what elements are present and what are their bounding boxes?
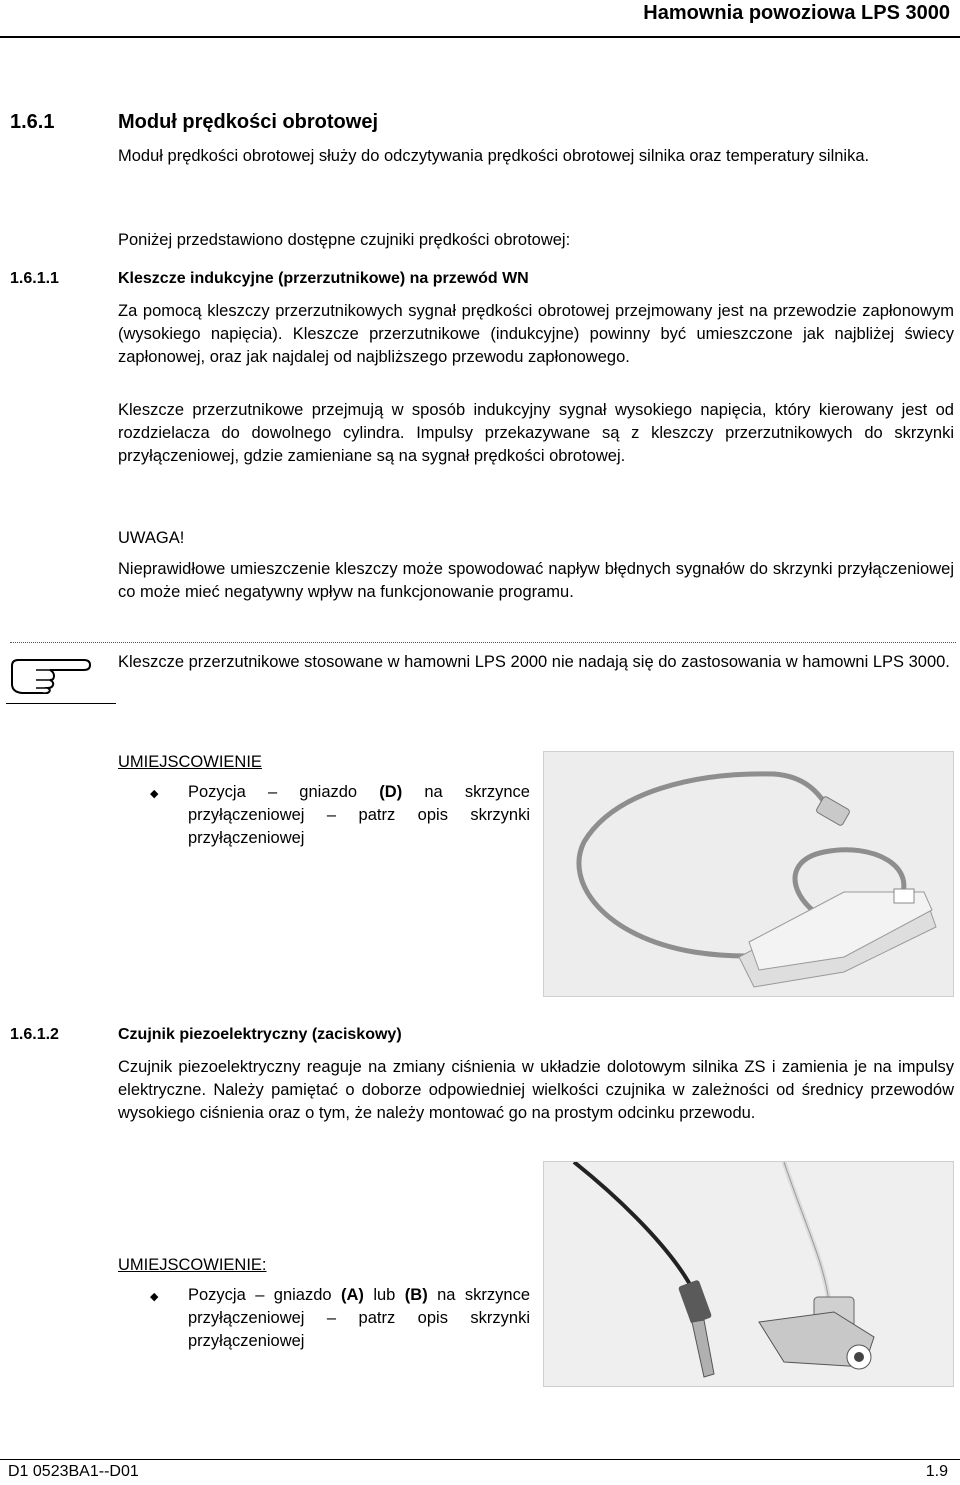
page-header-title: Hamownia powoziowa LPS 3000 <box>643 2 950 24</box>
subsection-paragraph-2: Kleszcze przerzutnikowe przejmują w sposób indukcyjny sygnał wysokiego napięcia, który kierowany jest od rozdzielacza do dowolnego cylindra. Impulsy przekazywane są z kleszczy przerzutnikowych do skrzynki przyłączeniowej, gdzie zamieniane są na sygnał prędkości obrotowej. <box>118 401 954 465</box>
section-title: Moduł prędkości obrotowej <box>118 111 379 133</box>
subsection-number: 1.6.1.2 <box>10 1026 59 1043</box>
header-rule <box>0 36 960 38</box>
note-baseline <box>6 703 116 704</box>
footer-rule <box>0 1459 960 1460</box>
section-number: 1.6.1 <box>10 111 55 133</box>
bullet-icon: ◆ <box>150 1291 159 1303</box>
footer-page-number: 1.9 <box>925 1463 948 1480</box>
location-label: UMIEJSCOWIENIE <box>118 753 262 771</box>
warning-label: UWAGA! <box>118 529 185 547</box>
subsection-paragraph-1: Za pomocą kleszczy przerzutnikowych sygnał prędkości obrotowej przejmowany jest na przewodzie zapłonowym (wysokiego napięcia). Kleszcze przerzutnikowe (indukcyjne) powinny być umieszczone jak najbliżej świecy zapłonowej, oraz jak najdalej od najbliższego przewodu zapłonowego. <box>118 302 954 366</box>
subsection-paragraph-1: Czujnik piezoelektryczny reaguje na zmiany ciśnienia w układzie dolotowym silnika ZS i zamienia je na impulsy elektryczne. Należy pamiętać o doborze odpowiedniej wielkości czujnika w zależności od średnicy przewodów wysokiego ciśnienia oraz o tym, że należy montować go na prostym odcinku przewodu. <box>118 1058 954 1122</box>
section-lead: Poniżej przedstawiono dostępne czujniki prędkości obrotowej: <box>118 231 571 249</box>
location-label: UMIEJSCOWIENIE: <box>118 1256 267 1274</box>
subsection-number: 1.6.1.1 <box>10 270 59 287</box>
inductive-clamp-photo <box>543 751 954 997</box>
pointing-hand-icon <box>8 652 94 699</box>
warning-text: Nieprawidłowe umieszczenie kleszczy może spowodować napływ błędnych sygnałów do skrzynki przyłączeniowej co może mieć negatywny wpływ na funkcjonowanie programu. <box>118 560 954 601</box>
section-intro: Moduł prędkości obrotowej służy do odczytywania prędkości obrotowej silnika oraz temperatury silnika. <box>118 147 870 165</box>
subsection-title: Kleszcze indukcyjne (przerzutnikowe) na przewód WN <box>118 270 529 287</box>
location-bullet: ◆ Pozycja – gniazdo (A) lub (B) na skrzynce przyłączeniowej – patrz opis skrzynki przyłączeniowej <box>150 1286 530 1350</box>
subsection-title: Czujnik piezoelektryczny (zaciskowy) <box>118 1026 402 1043</box>
location-bullet: ◆ Pozycja – gniazdo (D) na skrzynce przyłączeniowej – patrz opis skrzynki przyłączeniowej <box>150 783 530 847</box>
bullet-icon: ◆ <box>150 788 159 800</box>
note-divider <box>10 642 956 643</box>
footer-doc-code: D1 0523BA1--D01 <box>8 1463 139 1480</box>
piezo-sensor-photo <box>543 1161 954 1387</box>
note-text: Kleszcze przerzutnikowe stosowane w hamowni LPS 2000 nie nadają się do zastosowania w hamowni LPS 3000. <box>118 653 950 671</box>
